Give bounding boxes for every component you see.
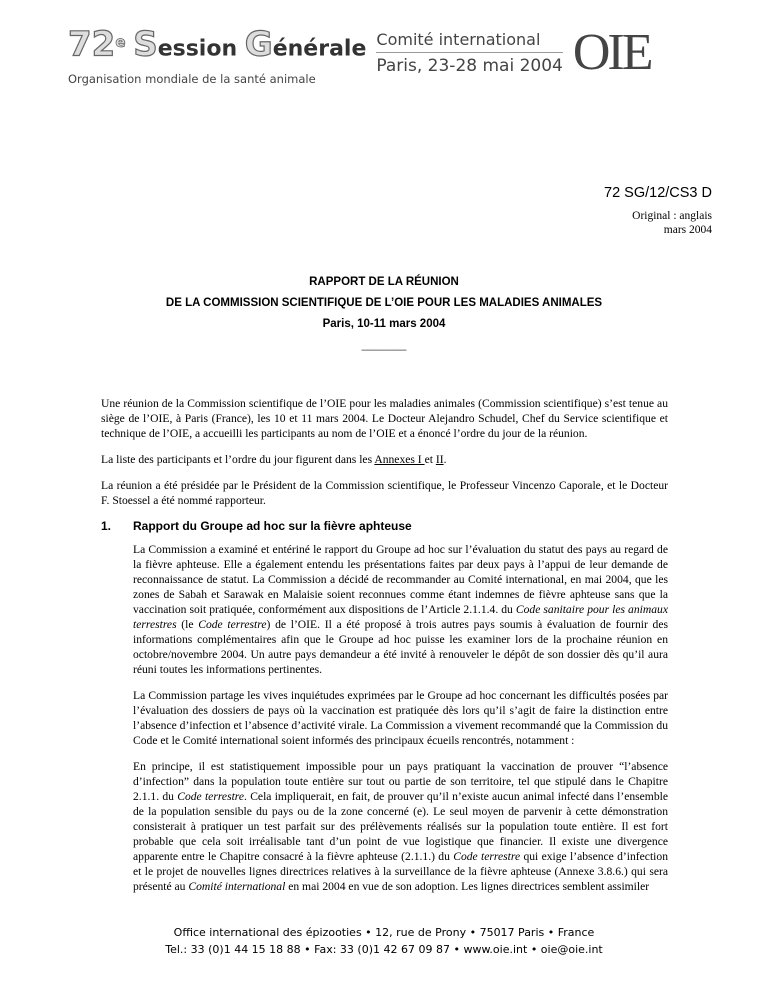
report-title-line2: DE LA COMMISSION SCIENTIFIQUE DE L’OIE POUR LES MALADIES ANIMALES (165, 297, 603, 309)
code-title: Code terrestre (198, 618, 267, 631)
session-word: ession (157, 36, 238, 62)
footer (0, 924, 768, 972)
report-title-line3: Paris, 10-11 mars 2004 (322, 318, 446, 330)
section-number: 1. (101, 519, 112, 533)
comite-label: Comité international (376, 28, 562, 53)
intro-paragraph-1: Une réunion de la Commission scientifique de l’OIE pour les maladies animales (Commission scientifique) s’est tenue au siège de l’OIE, à Paris (France), les 10 et 11 mars 2004. Le Docteur Alejandro Schudel, Chef du Service scientifique et technique de l’OIE, a accueilli les participants au nom de l’OIE et a énoncé l’ordre du jour de la réunion. (101, 397, 668, 440)
committee-name: Comité international (188, 880, 286, 893)
text: qui exige l’absence d’infection et le projet de nouvelles lignes directrices relatives à la surveillance de la fièvre aphteuse (Annexe 3.8.6.) qui sera présenté au (133, 850, 668, 893)
report-title (0, 275, 768, 352)
text: ) de l’OIE. Il a été proposé à trois autres pays soumis à évaluation de fournir des informations complémentaires afin que le Groupe ad hoc puisse les examiner lors de la prochaine réunion en octobre/novembre 2004. Un autre pays demandeur a été invité à renouveler le dépôt de son dossier dès qu’il aura réuni toutes les informations pertinentes. (133, 618, 669, 676)
text: La liste des participants et l’ordre du jour figurent dans les (101, 453, 375, 466)
session-block (68, 22, 366, 89)
code-title: Code terrestre (177, 790, 245, 803)
section1-paragraph-2: La Commission partage les vives inquiétudes exprimées par le Groupe ad hoc concernant les difficultés posées par l’évaluation des dossiers de pays où la vaccination est pratiquée dès lors qu’il s’agit de faire la distinction entre l’absence d’infection et l’absence d’activité virale. La Commission a vivement recommandé que la Commission du Code et le Comité international soient informés des principaux écueils rencontrés, notamment : (133, 689, 668, 747)
session-dates: Paris, 23-28 mai 2004 (376, 56, 563, 76)
session-initial: S (133, 24, 158, 65)
code-title: Code terrestre (453, 850, 521, 863)
code-title: Code sanitaire pour les animaux terrestres (133, 603, 668, 631)
organisation-name: Organisation mondiale de la santé animale (68, 72, 316, 87)
section-heading: Rapport du Groupe ad hoc sur la fièvre aphteuse (133, 519, 412, 533)
annex-1-link[interactable]: Annexes I (374, 453, 425, 466)
intro-paragraph-2 (101, 452, 668, 467)
text: . Cela impliquerait, en fait, de prouver qu’il n’existe aucun animal infecté dans l’ensemble de la population sensible du pays ou de la zone concerné (e). Le seul moyen de parvenir à cette démonstration consisterait à pratiquer un test parfait sur des prélèvements réalisés sur la population toute entière. Il est fort probable que cela soit irréalisable tant d’un point de vue logistique que financier. Il existe une divergence apparente entre le Chapitre consacré à la fièvre aphteuse (2.1.1.) du (133, 790, 668, 863)
oie-logo: OIE (572, 24, 651, 81)
footer-address: Office international des épizooties • 12, rue de Prony • 75017 Paris • France (173, 926, 595, 939)
intro-paragraph-3: La réunion a été présidée par le Président de la Commission scientifique, le Professeur Vincenzo Caporale, et le Docteur F. Stoessel a été nommé rapporteur. (101, 479, 668, 507)
session-sup: e (115, 33, 126, 51)
report-title-line1: RAPPORT DE LA RÉUNION (309, 276, 459, 288)
text: En principe, il est statistiquement impossible pour un pays pratiquant la vaccination de prouver “l’absence d’infection” dans la population toute entière sur tout ou partie de son territoire, tel que stipulé dans le Chapitre 2.1.1. du (133, 760, 668, 803)
comite-block (376, 22, 562, 79)
text: en mai 2004 en vue de son adoption. Les lignes directrices semblent assimiler (285, 880, 650, 893)
text: La Commission a examiné et entériné le rapport du Groupe ad hoc sur l’évaluation du statut des pays au regard de la fièvre aphteuse. Elle a également entendu les présentations faites par deux pays à l’appui de leur demande de reconnaissance de statut. La Commission a décidé de recommander au Comité international, en mai 2004, que les zones de Sabah et Sarawak en Malaisie soient reconnues comme étant indemnes de fièvre aphteuse sans que la vaccination soit pratiquée, conformément aux dispositions de l’Article 2.1.1.4. du (133, 543, 668, 616)
session-banner (0, 0, 768, 96)
annex-2-link[interactable]: II (435, 453, 444, 466)
text: (le (176, 618, 199, 631)
text: et (424, 453, 436, 466)
footer-contact: Tel.: 33 (0)1 44 15 18 88 • Fax: 33 (0)1 42 67 09 87 • www.oie.int • oie@oie.int (165, 943, 603, 956)
session-number: 72 (68, 24, 116, 65)
original-language: Original : anglais (632, 210, 712, 222)
title-separator: _______ (361, 339, 407, 351)
generale-word: énérale (272, 36, 367, 62)
document-reference: 72 SG/12/CS3 D (604, 185, 712, 201)
document-meta (0, 184, 712, 237)
session-title (68, 22, 366, 69)
generale-initial: G (244, 24, 273, 65)
document-date: mars 2004 (663, 224, 712, 236)
section-heading-row (101, 519, 668, 534)
report-body (101, 396, 668, 894)
section1-paragraph-1 (133, 542, 668, 677)
section1-paragraph-3 (133, 759, 668, 894)
text: . (443, 453, 447, 466)
